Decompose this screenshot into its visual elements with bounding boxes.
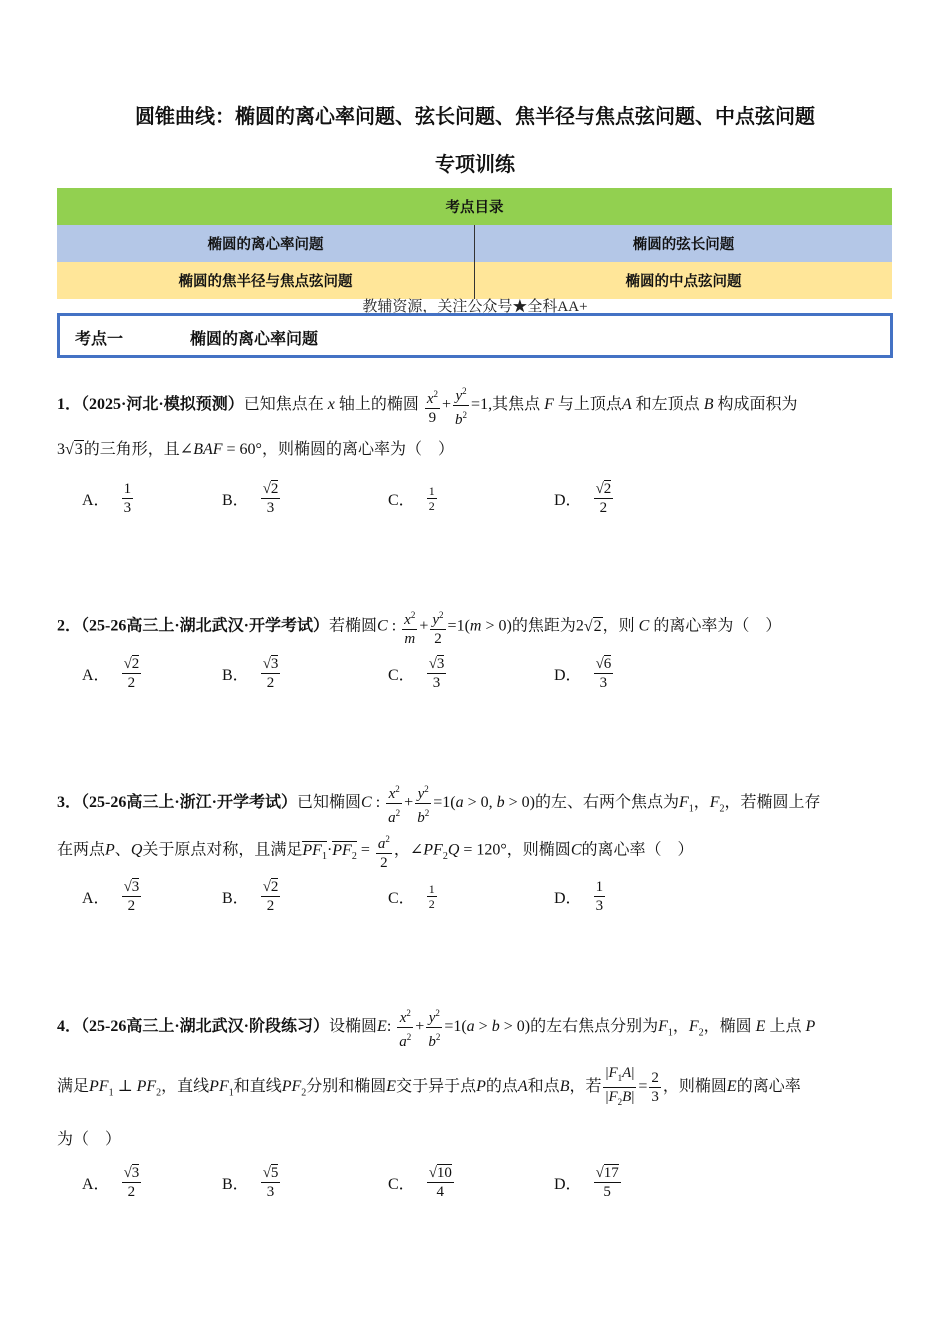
section-label: 考点一 <box>75 329 124 348</box>
q4-option-d[interactable]: D． $\frac{√17}{5}$ <box>554 1165 619 1200</box>
question-1-line2: 3√3的三角形，且∠BAF = 60°，则椭圆的离心率为（ ） <box>57 441 454 458</box>
toc-header: 考点目录 <box>57 188 892 225</box>
q1-option-d[interactable]: D． $\frac{√2}{2}$ <box>554 481 612 516</box>
q1-option-c[interactable]: C． $\frac{1}{2}$ <box>388 484 435 513</box>
question-2: 2．（25-26高三上·湖北武汉·开学考试）若椭圆C : $\frac{x^2}{m}$ + $\frac{y^2}{2}$ =1(m > 0)的焦距为2√2，则 C 的离心率为（ ） <box>57 606 897 648</box>
question-4-line2: 满足$PF_1$ ⊥ $PF_2$，直线$PF_1$和直线$PF_2$分别和椭圆E交于异于点P的点A和点B，若 $\frac{|F_1A|}{|F_2B|}$ = $\frac{2}{3}$ ，则椭圆E的离心率 <box>57 1065 801 1107</box>
section-header <box>57 313 893 358</box>
toc-item-midpoint-chord[interactable]: 椭圆的中点弦问题 <box>475 262 893 299</box>
q2-option-c[interactable]: C． $\frac{√3}{3}$ <box>388 656 445 691</box>
question-3: 3．（25-26高三上·浙江·开学考试）已知椭圆C : $\frac{x^2}{a^2}$ + $\frac{y^2}{b^2}$ =1(a > 0, b > 0)的左、右两个焦点为$F_1$，$F_2$，若椭圆上存 <box>57 780 897 827</box>
section-name: 椭圆的离心率问题 <box>190 329 319 348</box>
q3-option-b[interactable]: B． $\frac{√2}{2}$ <box>222 879 279 914</box>
toc-item-eccentricity[interactable]: 椭圆的离心率问题 <box>57 225 475 262</box>
question-4-line3: 为（ ） <box>57 1131 122 1148</box>
toc-item-focal-radius[interactable]: 椭圆的焦半径与焦点弦问题 <box>57 262 475 299</box>
q1-option-a[interactable]: A． $\frac{1}{3}$ <box>82 481 132 516</box>
question-3-line2: 在两点P、Q关于原点对称，且满足$PF_1\cdot PF_2$ = $\frac{a^2}{2}$ ，$\angle PF_2Q = 120^\circ$，则椭圆C的离心率（ ） <box>57 830 897 872</box>
q1-option-b[interactable]: B． $\frac{√2}{3}$ <box>222 481 279 516</box>
q4-option-a[interactable]: A． $\frac{√3}{2}$ <box>82 1165 140 1200</box>
q4-option-b[interactable]: B． $\frac{√5}{3}$ <box>222 1165 279 1200</box>
q2-option-d[interactable]: D． $\frac{√6}{3}$ <box>554 656 612 691</box>
watermark-text: 教辅资源，关注公众号★全科AA+ <box>362 299 588 315</box>
q3-option-a[interactable]: A． $\frac{√3}{2}$ <box>82 879 140 914</box>
q4-option-c[interactable]: C． $\frac{√10}{4}$ <box>388 1165 452 1200</box>
topic-directory-table <box>57 188 892 299</box>
q3-option-c[interactable]: C． $\frac{1}{2}$ <box>388 882 435 911</box>
document-title: 圆锥曲线：椭圆的离心率问题、弦长问题、焦半径与焦点弦问题、中点弦问题 <box>135 104 815 128</box>
q3-option-d[interactable]: D． $\frac{1}{3}$ <box>554 879 604 914</box>
q2-option-b[interactable]: B． $\frac{√3}{2}$ <box>222 656 279 691</box>
question-1: 1．（2025·河北·模拟预测）已知焦点在 x 轴上的椭圆 $\frac{x^2}{9}$ + $\frac{y^2}{b^2}$ =1,其焦点 F 与上顶点A 和左顶点 B 构成面积为 <box>57 382 897 429</box>
toc-item-chord-length[interactable]: 椭圆的弦长问题 <box>475 225 893 262</box>
q2-option-a[interactable]: A． $\frac{√2}{2}$ <box>82 656 140 691</box>
document-subtitle: 专项训练 <box>435 152 515 176</box>
question-4: 4．（25-26高三上·湖北武汉·阶段练习）设椭圆E: $\frac{x^2}{a^2}$ + $\frac{y^2}{b^2}$ =1(a > b > 0)的左右焦点分别为$F_1$，$F_2$，椭圆 E 上点 P <box>57 1004 897 1051</box>
